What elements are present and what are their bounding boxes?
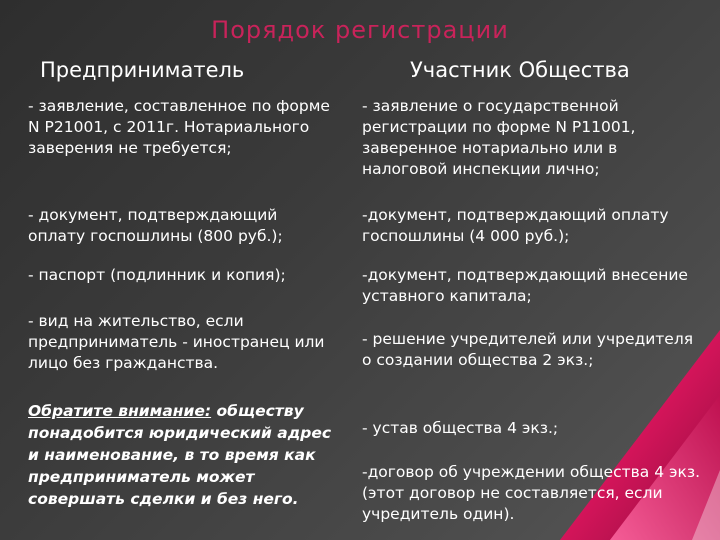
slide-title: Порядок регистрации <box>211 16 509 44</box>
attention-note <box>28 400 338 510</box>
list-item: -документ, подтверждающий оплату госпошлины (4 000 руб.); <box>362 206 669 245</box>
list-item: - решение учредителей или учредителя о создании общества 2 экз.; <box>362 330 694 369</box>
list-item: - вид на жительство, если предприниматель - иностранец или лицо без гражданства. <box>28 312 325 372</box>
list-item: - заявление о государственной регистрации по форме N Р11001, заверенное нотариально или в налоговой инспекции лично; <box>362 97 636 178</box>
list-item: - заявление, составленное по форме N Р21001, с 2011г. Нотариального заверения не требуется; <box>28 97 330 157</box>
list-item: - устав общества 4 экз.; <box>362 419 559 437</box>
column-header-company-participant: Участник Общества <box>410 58 630 82</box>
attention-note-text: обществу понадобится юридический адрес и наименование, в то время как предприниматель может совершать сделки и без него. <box>28 402 332 508</box>
list-item: -договор об учреждении общества 4 экз. (этот договор не составляется, если учредитель один). <box>362 463 701 523</box>
list-item: -документ, подтверждающий внесение уставного капитала; <box>362 266 688 305</box>
list-item: - паспорт (подлинник и копия); <box>28 266 286 284</box>
attention-note-lead: Обратите внимание: <box>28 402 212 420</box>
column-header-entrepreneur: Предприниматель <box>40 58 245 82</box>
list-item: - документ, подтверждающий оплату госпошлины (800 руб.); <box>28 206 283 245</box>
